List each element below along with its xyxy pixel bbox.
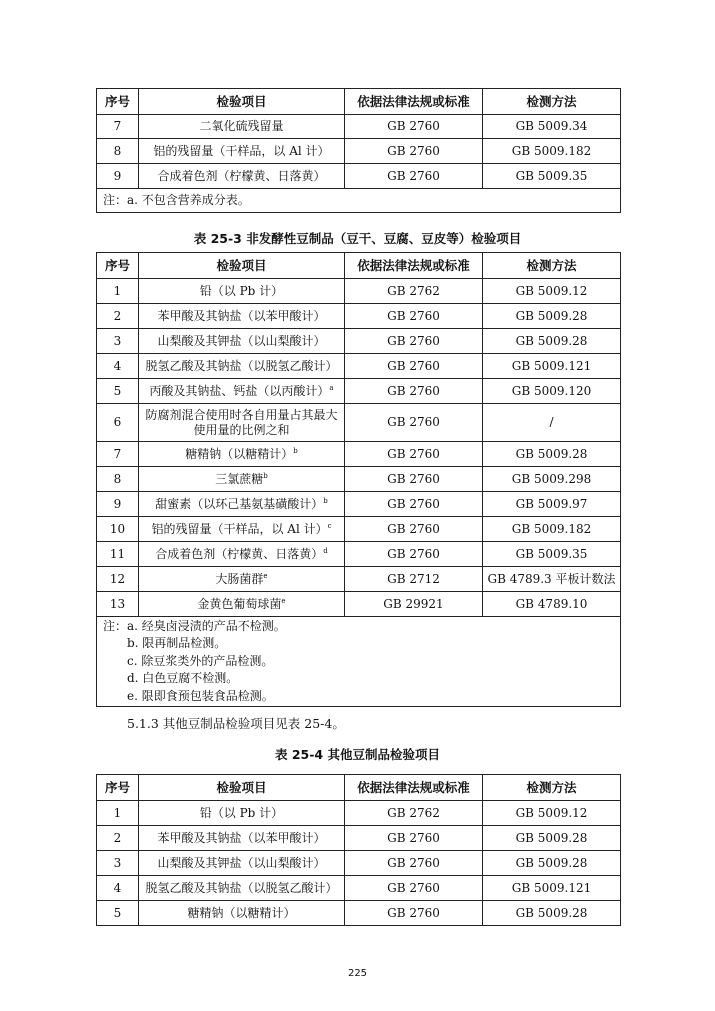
table-notes-row — [97, 617, 621, 707]
row-number: 8 — [97, 467, 139, 492]
header-method: 检测方法 — [483, 253, 621, 279]
test-method: / — [483, 404, 621, 442]
table-row — [97, 379, 621, 404]
table-header-row — [97, 775, 621, 801]
inspection-item — [139, 404, 345, 442]
inspection-item — [139, 379, 345, 404]
inspection-item — [139, 467, 345, 492]
inspection-item-text: 脱氢乙酸及其钠盐（以脱氢乙酸计） — [145, 358, 338, 373]
inspection-item-text: 铝的残留量（干样品，以 Al 计） — [153, 143, 330, 158]
inspection-item-text: 铝的残留量（干样品，以 Al 计） — [151, 521, 328, 536]
header-item: 检验项目 — [139, 89, 345, 115]
note-line: c. 除豆浆类外的产品检测。 — [127, 653, 274, 668]
row-number: 1 — [97, 801, 139, 826]
inspection-item — [139, 329, 345, 354]
note-line: e. 限即食预包装食品检测。 — [127, 688, 274, 703]
inspection-item-text: 大肠菌群 — [215, 571, 264, 586]
test-method: GB 5009.28 — [483, 442, 621, 467]
inspection-item-text: 山梨酸及其钾盐（以山梨酸计） — [157, 855, 326, 870]
legal-basis: GB 2760 — [345, 517, 483, 542]
inspection-item-text: 合成着色剂（柠檬黄、日落黄） — [155, 546, 324, 561]
inspection-item — [139, 139, 345, 164]
note-line: 注：a. 经臭卤浸渍的产品不检测。 — [103, 618, 286, 633]
table-row — [97, 164, 621, 189]
footnote-marker: d — [323, 546, 328, 555]
note-line: 注：a. 不包含营养成分表。 — [103, 192, 250, 207]
row-number: 3 — [97, 851, 139, 876]
table-header-row — [97, 253, 621, 279]
legal-basis: GB 2760 — [345, 304, 483, 329]
row-number: 8 — [97, 139, 139, 164]
legal-basis: GB 2760 — [345, 115, 483, 139]
inspection-item-text: 二氧化硫残留量 — [199, 119, 284, 133]
inspection-item — [139, 442, 345, 467]
inspection-item — [139, 851, 345, 876]
table-caption-25-3: 表 25-3 非发酵性豆制品（豆干、豆腐、豆皮等）检验项目 — [193, 231, 522, 246]
legal-basis: GB 2760 — [345, 404, 483, 442]
inspection-item — [139, 901, 345, 926]
inspection-item-text: 三氯蔗糖 — [215, 471, 264, 486]
row-number: 4 — [97, 354, 139, 379]
test-method: GB 4789.10 — [483, 592, 621, 617]
note-line: b. 限再制品检测。 — [127, 636, 227, 651]
test-method: GB 5009.120 — [483, 379, 621, 404]
inspection-item — [139, 164, 345, 189]
page-number: 225 — [347, 968, 368, 979]
inspection-item-text: 防腐剂混合使用时各自用量占其最大使用量的比例之和 — [145, 407, 338, 437]
inspection-item — [139, 542, 345, 567]
table-row — [97, 851, 621, 876]
inspection-item-text: 脱氢乙酸及其钠盐（以脱氢乙酸计） — [145, 880, 338, 895]
inspection-item — [139, 115, 345, 139]
footnote-marker: e — [263, 571, 268, 580]
row-number: 10 — [97, 517, 139, 542]
test-method: GB 5009.182 — [483, 139, 621, 164]
inspection-item — [139, 492, 345, 517]
table-row — [97, 517, 621, 542]
legal-basis: GB 2760 — [345, 542, 483, 567]
paragraph-5-1-3: 5.1.3 其他豆制品检验项目见表 25-4。 — [127, 716, 345, 731]
test-method: GB 5009.121 — [483, 354, 621, 379]
test-method: GB 5009.12 — [483, 279, 621, 304]
legal-basis: GB 2760 — [345, 467, 483, 492]
test-method: GB 5009.35 — [483, 542, 621, 567]
legal-basis: GB 2712 — [345, 567, 483, 592]
legal-basis: GB 2762 — [345, 279, 483, 304]
row-number: 7 — [97, 115, 139, 139]
inspection-item — [139, 567, 345, 592]
inspection-item-text: 苯甲酸及其钠盐（以苯甲酸计） — [157, 830, 326, 845]
table-25-3 — [96, 252, 621, 707]
test-method: GB 5009.97 — [483, 492, 621, 517]
row-number: 2 — [97, 304, 139, 329]
footnote-marker: b — [293, 446, 298, 455]
inspection-item — [139, 826, 345, 851]
footnote-marker: b — [263, 471, 268, 480]
table-row — [97, 592, 621, 617]
test-method: GB 5009.182 — [483, 517, 621, 542]
table-row — [97, 542, 621, 567]
table-row — [97, 404, 621, 442]
row-number: 6 — [97, 404, 139, 442]
legal-basis: GB 2760 — [345, 442, 483, 467]
inspection-item-text: 甜蜜素（以环己基氨基磺酸计） — [155, 496, 324, 511]
table-row — [97, 279, 621, 304]
inspection-item — [139, 801, 345, 826]
test-method: GB 4789.3 平板计数法 — [483, 567, 621, 592]
row-number: 3 — [97, 329, 139, 354]
footnote-marker: b — [323, 496, 328, 505]
footnote-marker: e — [281, 596, 286, 605]
table-row — [97, 115, 621, 139]
inspection-item — [139, 354, 345, 379]
inspection-item-text: 合成着色剂（柠檬黄、日落黄） — [157, 168, 326, 183]
row-number: 12 — [97, 567, 139, 592]
table-row — [97, 826, 621, 851]
test-method: GB 5009.12 — [483, 801, 621, 826]
row-number: 9 — [97, 492, 139, 517]
test-method: GB 5009.28 — [483, 329, 621, 354]
table-row — [97, 467, 621, 492]
inspection-item-text: 苯甲酸及其钠盐（以苯甲酸计） — [157, 308, 326, 323]
header-basis: 依据法律法规或标准 — [345, 253, 483, 279]
inspection-item — [139, 304, 345, 329]
header-no: 序号 — [97, 253, 139, 279]
table-row — [97, 901, 621, 926]
table-row — [97, 492, 621, 517]
footnote-marker: a — [329, 383, 334, 392]
inspection-item-text: 铅（以 Pb 计） — [199, 805, 284, 820]
legal-basis: GB 2760 — [345, 851, 483, 876]
row-number: 9 — [97, 164, 139, 189]
note-line: d. 白色豆腐不检测。 — [127, 671, 239, 686]
legal-basis: GB 29921 — [345, 592, 483, 617]
legal-basis: GB 2760 — [345, 901, 483, 926]
test-method: GB 5009.28 — [483, 901, 621, 926]
table-row — [97, 139, 621, 164]
row-number: 1 — [97, 279, 139, 304]
header-basis: 依据法律法规或标准 — [345, 89, 483, 115]
footnote-marker: c — [327, 521, 332, 530]
table-notes-row — [97, 189, 621, 213]
test-method: GB 5009.35 — [483, 164, 621, 189]
table-header-row — [97, 89, 621, 115]
row-number: 5 — [97, 379, 139, 404]
inspection-item — [139, 279, 345, 304]
header-no: 序号 — [97, 775, 139, 801]
row-number: 11 — [97, 542, 139, 567]
inspection-item-text: 糖精钠（以糖精计） — [187, 905, 296, 920]
inspection-item-text: 金黄色葡萄球菌 — [197, 596, 282, 611]
row-number: 13 — [97, 592, 139, 617]
table-row — [97, 329, 621, 354]
header-item: 检验项目 — [139, 775, 345, 801]
inspection-item-text: 铅（以 Pb 计） — [199, 283, 284, 298]
header-method: 检测方法 — [483, 89, 621, 115]
row-number: 2 — [97, 826, 139, 851]
table-row — [97, 354, 621, 379]
header-basis: 依据法律法规或标准 — [345, 775, 483, 801]
table-row — [97, 442, 621, 467]
table-caption-25-4: 表 25-4 其他豆制品检验项目 — [275, 747, 440, 762]
table-25-4 — [96, 774, 621, 926]
test-method: GB 5009.28 — [483, 304, 621, 329]
table-notes — [97, 617, 621, 707]
table-notes — [97, 189, 621, 213]
table-row — [97, 876, 621, 901]
legal-basis: GB 2760 — [345, 876, 483, 901]
test-method: GB 5009.28 — [483, 851, 621, 876]
row-number: 5 — [97, 901, 139, 926]
legal-basis: GB 2760 — [345, 492, 483, 517]
table-row — [97, 801, 621, 826]
inspection-item-text: 山梨酸及其钾盐（以山梨酸计） — [157, 333, 326, 348]
inspection-item-text: 糖精钠（以糖精计） — [185, 446, 294, 461]
test-method: GB 5009.28 — [483, 826, 621, 851]
legal-basis: GB 2760 — [345, 139, 483, 164]
row-number: 7 — [97, 442, 139, 467]
test-method: GB 5009.121 — [483, 876, 621, 901]
legal-basis: GB 2762 — [345, 801, 483, 826]
inspection-item — [139, 592, 345, 617]
legal-basis: GB 2760 — [345, 379, 483, 404]
row-number: 4 — [97, 876, 139, 901]
legal-basis: GB 2760 — [345, 826, 483, 851]
table-continued — [96, 88, 621, 213]
header-method: 检测方法 — [483, 775, 621, 801]
table-row — [97, 304, 621, 329]
legal-basis: GB 2760 — [345, 354, 483, 379]
legal-basis: GB 2760 — [345, 329, 483, 354]
inspection-item — [139, 876, 345, 901]
table-row — [97, 567, 621, 592]
test-method: GB 5009.298 — [483, 467, 621, 492]
inspection-item-text: 丙酸及其钠盐、钙盐（以丙酸计） — [149, 383, 330, 398]
header-item: 检验项目 — [139, 253, 345, 279]
header-no: 序号 — [97, 89, 139, 115]
legal-basis: GB 2760 — [345, 164, 483, 189]
test-method: GB 5009.34 — [483, 115, 621, 139]
inspection-item — [139, 517, 345, 542]
